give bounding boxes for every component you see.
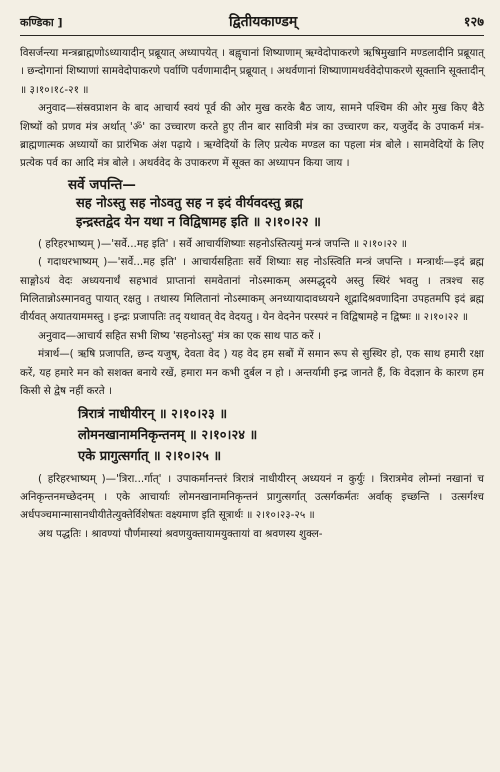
mantra-line-1: सह नोऽस्तु सह नोऽवतु सह न इदं वीर्यवदस्तु ब्रह्म	[76, 195, 303, 211]
section-label: कण्डिका ]	[20, 16, 63, 29]
page-number: १२७	[463, 15, 484, 30]
running-header	[20, 12, 484, 36]
harihara-commentary: ( हरिहरभाष्यम् )—'सर्वे...मह इति' । सर्वे आचार्यशिष्याः सहनोऽस्तित्यमुं मन्त्रं जपन्ति ॥ २।१०।२२ ॥	[38, 237, 407, 250]
page-title: द्वितीयकाण्डम्	[228, 14, 298, 30]
translation-paragraph: अनुवाद—संस्रवप्राशन के बाद आचार्य स्वयं पूर्व की ओर मुख करके बैठ जाय, सामने पश्चिम की ओर मुख किए बैठे शिष्यों को प्रणव मंत्र अर्थात् 'ॐ' का उच्चारण करते हुए तीन बार सावित्री मंत्र का उच्चारण कर, यजुर्वेद के उपाकर्म मंत्र-ब्राह्मणात्मक अध्यायों का प्रारंभिक अंश पढ़ाये । ऋग्वेदियों के लिए प्रत्येक मण्डल का पहला मंत्र बोले । सामवेदियों के लिए प्रत्येक पर्व का आदि मंत्र बोले । अथर्ववेद के उपाकरण में सूक्त का अध्यापन किया जाय ।	[20, 102, 484, 170]
translation-paragraph-2: अनुवाद—आचार्य सहित सभी शिष्य 'सहनोऽस्तु' मंत्र का एक साथ पाठ करें ।	[38, 329, 322, 342]
sutra-24: लोमनखानामनिकृन्तनम् ॥ २।१०।२४ ॥	[78, 427, 258, 443]
harihara-commentary-2: ( हरिहरभाष्यम् )—'त्रिरा...र्गात्' । उपाकर्मानन्तरं त्रिरात्रं नाधीयीरन् अध्ययनं न कुर्युः । त्रिरात्रमेव लोम्नां नखानां च अनिकृन्तनमच्छेदनम् । एके आचार्याः लोमनखानामनिकृन्तनं प्रागुत्सर्गात् उत्सर्गकर्मतः अर्वाक् इच्छन्ति । उत्सर्गश्च अर्धपञ्चमान्मासानधीयीतेत्युक्तेर्विशेषतः वक्ष्यमाण इति सूत्रार्थः ॥ २।१०।२३-२५ ॥	[20, 472, 484, 522]
mantra-line-2: इन्द्रस्तद्वेद येन यथा न विद्विषामह इति ॥ २।१०।२२ ॥	[76, 214, 321, 230]
paddhati-start: अथ पद्धतिः । श्रावण्यां पौर्णमास्यां श्रवणयुक्तायामयुक्तायां वा श्रवणस्य शुक्ल-	[38, 527, 323, 540]
commentary-continuation: विसर्जन्त्या मन्त्रब्राह्मणोऽध्यायादीन् प्रब्रूयात् अध्यापयेत् । बह्वृचानां शिष्याणाम् ऋग्वेदोपाकरणे ऋषिमुखानि मण्डलादीनि प्रब्रूयात् । छन्दोगानां शिष्याणां सामवेदोपाकरणे पर्वाणि पर्वणामादीन् प्रब्रूयात् । अथर्वणानां शिष्याणामथर्ववेदोपाकरणे सूक्तानि सूक्तादीन् ॥ ३।१०।१८-२१ ॥	[20, 47, 484, 96]
sutra-23: त्रिरात्रं नाधीयीरन् ॥ २।१०।२३ ॥	[78, 406, 228, 422]
sutra-25: एके प्रागुत्सर्गात् ॥ २।१०।२५ ॥	[78, 448, 222, 464]
sutra-intro: सर्वे जपन्ति—	[68, 176, 136, 193]
mantra-meaning: मंत्रार्थ—( ऋषि प्रजापति, छन्द यजुष्, देवता वेद ) यह वेद हम सबों में समान रूप से सुस्थिर हो, एक साथ हमारी रक्षा करें, यह हमारे मन को सशक्त बनाये रखें, हमारा मन कभी दुर्बल न हो । अन्तर्यामी इन्द्र जानते हैं, कि वेदज्ञान के कारण हम किसी से द्वेष नहीं करते ।	[20, 348, 484, 398]
gadadhara-commentary: ( गदाधरभाष्यम् )—'सर्वे...मह इति' । आचार्यसहिताः सर्वे शिष्याः सह नोऽस्त्विति मन्त्रं जपन्ति । मन्त्रार्थः—इदं ब्रह्म साङ्गोऽयं वेदः अध्ययनार्थं सहभावं प्राप्तानां समवेतानां नोऽस्माकम् अस्मद्धृदये अस्तु स्थिरं भवतु । तत्रश्च सह मिलितान्नोऽस्मानवतु पायात् रक्षतु । तथास्य मिलितानां नोऽस्माकम् अनध्यायादावध्ययने शूद्रादिश्रवणादिना उपहतमपि इदं ब्रह्म वीर्यवत् अयातयाममस्तु । इन्द्रः प्रजापतिः तद् यथावत् वेद वेदयतु । येन वेदनेन परस्परं न विद्विषामहे न द्विष्मः ॥ २।१०।२२ ॥	[20, 256, 484, 324]
